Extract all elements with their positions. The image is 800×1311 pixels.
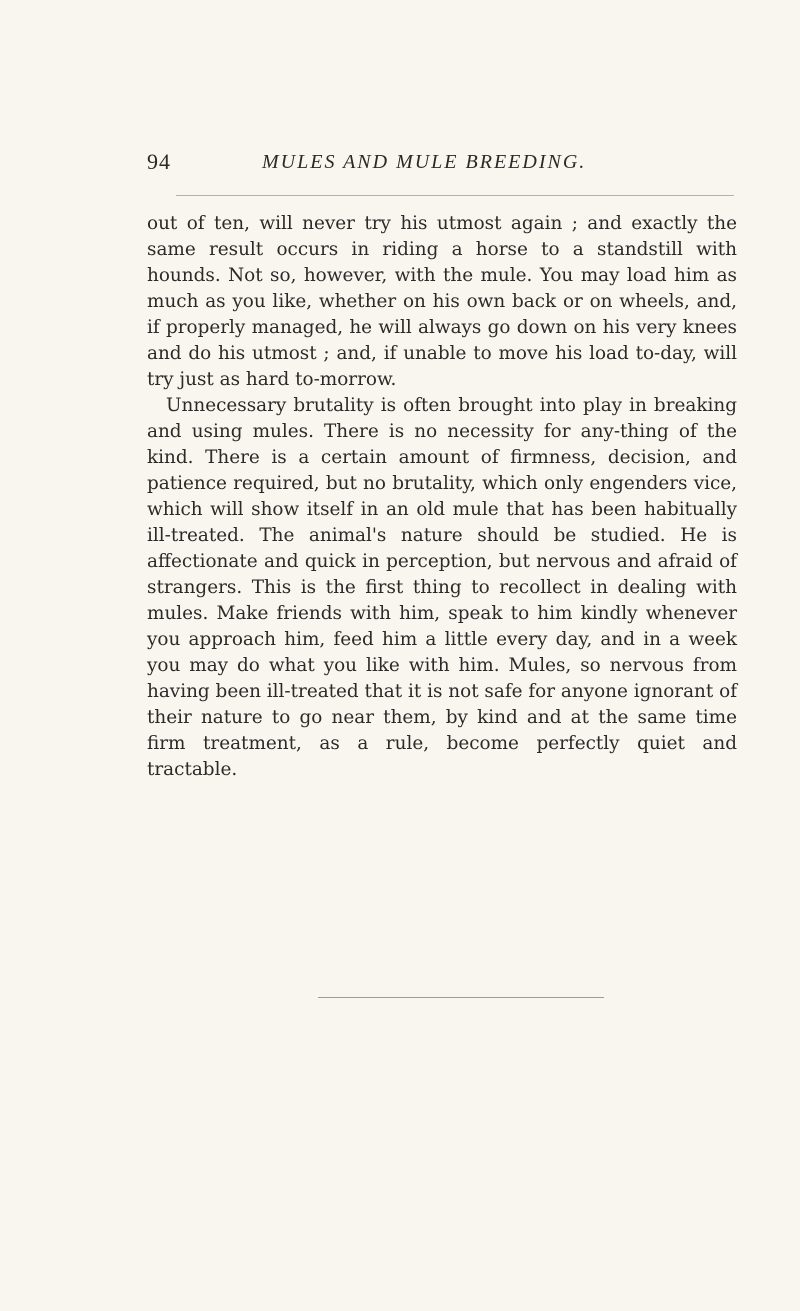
running-title: MULES AND MULE BREEDING. — [262, 151, 587, 173]
page-number: 94 — [147, 149, 171, 174]
running-head — [147, 146, 647, 178]
header-rule — [176, 195, 734, 196]
paragraph-brutality: Unnecessary brutality is often brought into play in breaking and using mules. There is no necessity for any-thing of the kind. There is a certain amount of firmness, decision, and patience required, but no brutality, which only engenders vice, which will show itself in an old mule that has been habitually ill-treated. The animal's nature should be studied. He is affectionate and quick in perception, but nervous and afraid of strangers. This is the first thing to recollect in dealing with mules. Make friends with him, speak to him kindly whenever you approach him, feed him a little every day, and in a week you may do what you like with him. Mules, so nervous from having been ill-treated that it is not safe for anyone ignorant of their nature to go near them, by kind and at the same time firm treatment, as a rule, become perfectly quiet and tractable. — [147, 395, 738, 780]
paragraph-continued: out of ten, will never try his utmost again ; and exactly the same result occurs in riding a horse to a standstill with hounds. Not so, however, with the mule. You may load him as much as you like, whether on his own back or on wheels, and, if properly managed, he will always go down on his very knees and do his utmost ; and, if unable to move his load to-day, will try just as hard to-morrow. — [147, 213, 737, 390]
footer-rule — [318, 997, 604, 998]
body-text — [147, 211, 737, 783]
